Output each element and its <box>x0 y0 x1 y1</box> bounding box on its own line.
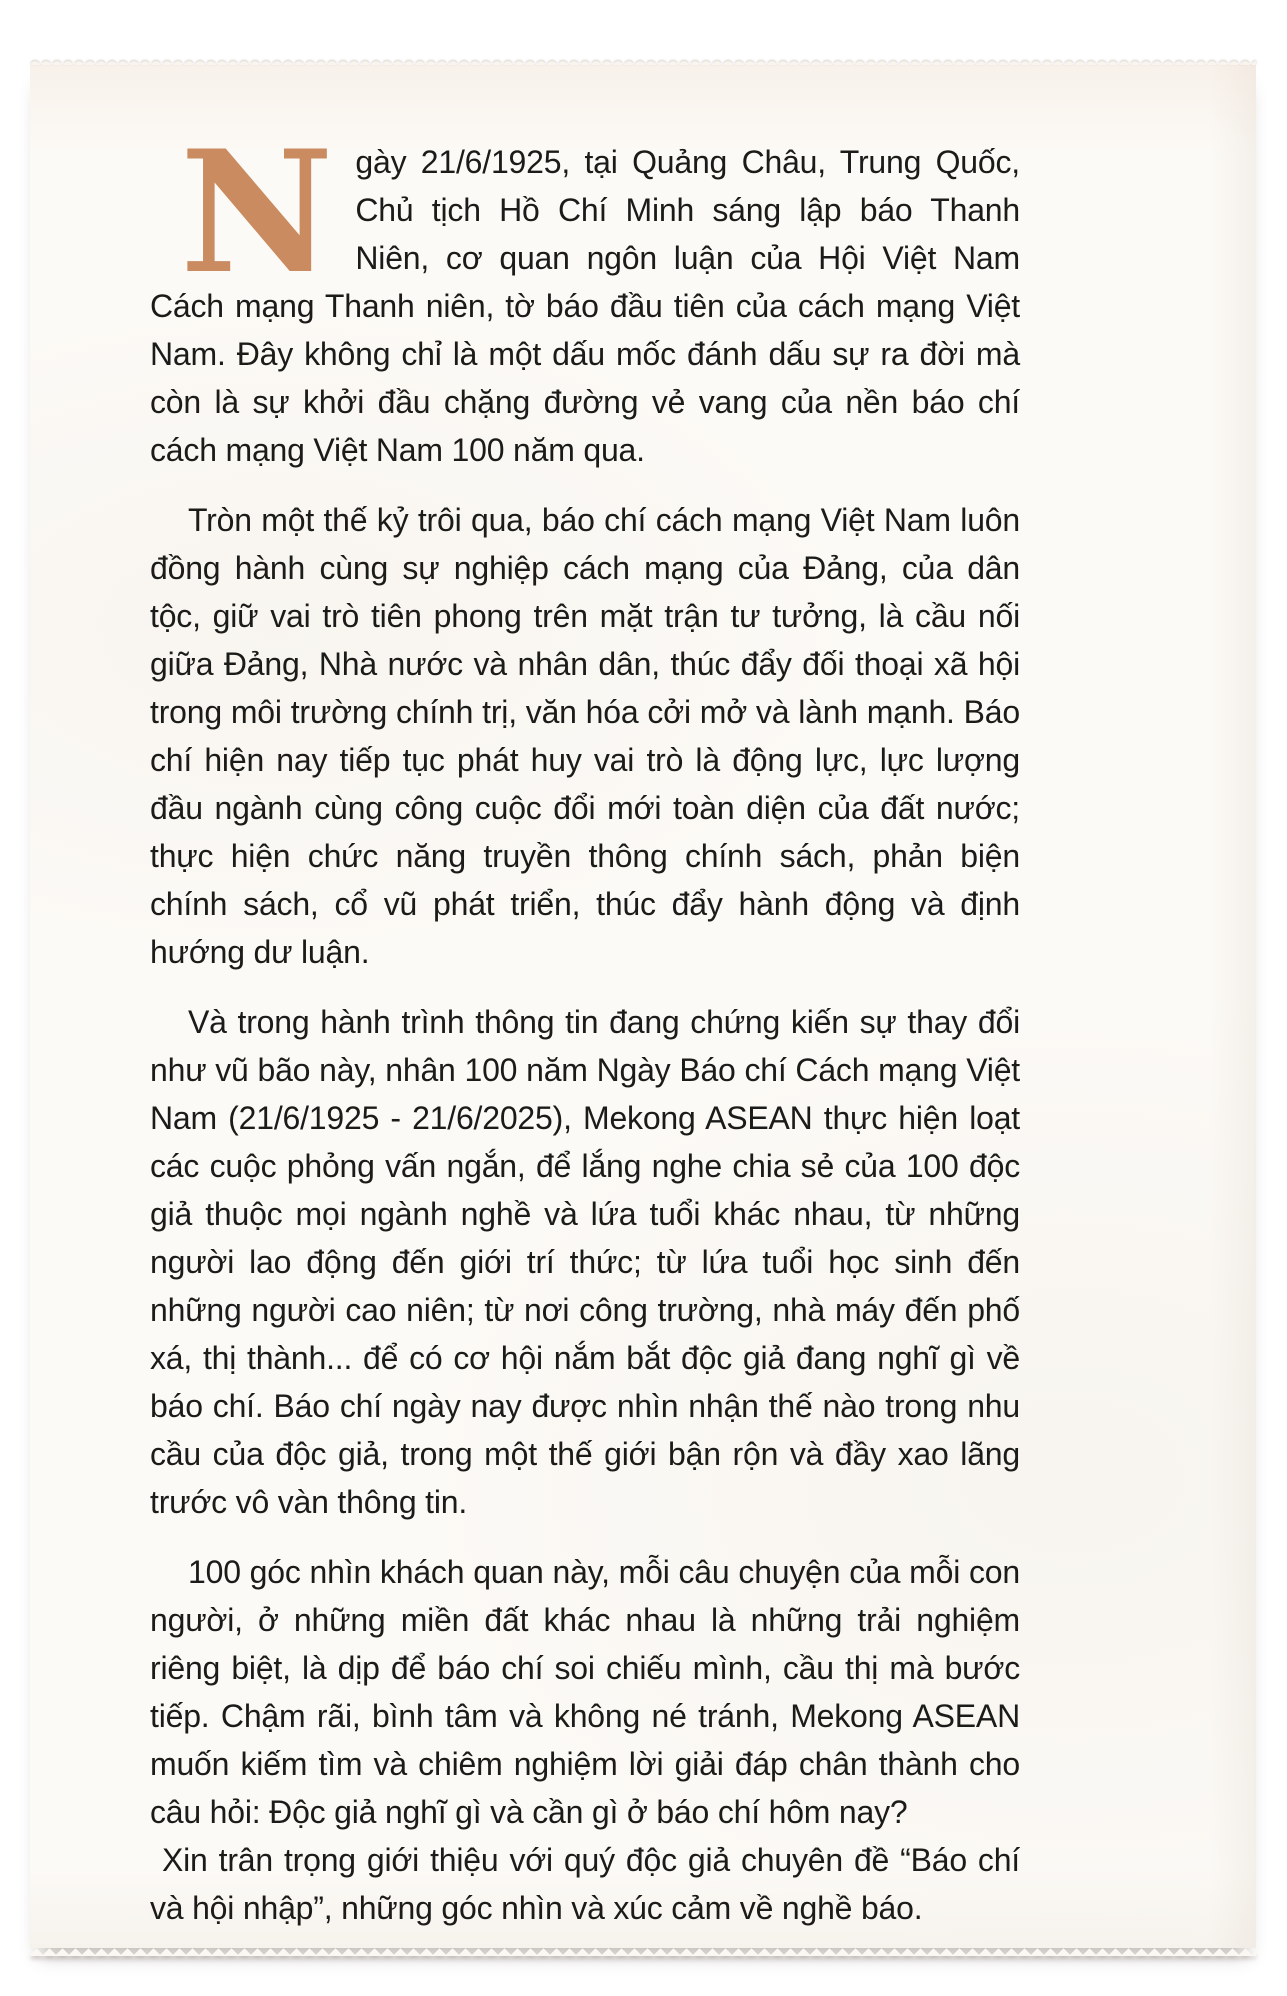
drop-cap-letter: N <box>180 113 334 311</box>
article-paragraph: Tròn một thế kỷ trôi qua, báo chí cách mạng Việt Nam luôn đồng hành cùng sự nghiệp cách mạng của Đảng, của dân tộc, giữ vai trò tiên phong trên mặt trận tư tưởng, là cầu nối giữa Đảng, Nhà nước và nhân dân, thúc đẩy đối thoại xã hội trong môi trường chính trị, văn hóa cởi mở và lành mạnh. Báo chí hiện nay tiếp tục phát huy vai trò là động lực, lực lượng đầu ngành cùng công cuộc đổi mới toàn diện của đất nước; thực hiện chức năng truyền thông chính sách, phản biện chính sách, cổ vũ phát triển, thúc đẩy hành động và định hướng dư luận. <box>150 502 1020 970</box>
article-paragraph: Xin trân trọng giới thiệu với quý độc giả chuyên đề “Báo chí và hội nhập”, những góc nhìn và xúc cảm về nghề báo. <box>150 1842 1020 1926</box>
article-body <box>30 64 1256 1932</box>
article-paragraph <box>150 113 1020 474</box>
paper-sheet <box>30 64 1256 1948</box>
article-paragraph: Và trong hành trình thông tin đang chứng kiến sự thay đổi như vũ bão này, nhân 100 năm Ngày Báo chí Cách mạng Việt Nam (21/6/1925 - 21/6/2025), Mekong ASEAN thực hiện loạt các cuộc phỏng vấn ngắn, để lắng nghe chia sẻ của 100 độc giả thuộc mọi ngành nghề và lứa tuổi khác nhau, từ những người lao động đến giới trí thức; từ lứa tuổi học sinh đến những người cao niên; từ nơi công trường, nhà máy đến phố xá, thị thành... để có cơ hội nắm bắt độc giả đang nghĩ gì về báo chí. Báo chí ngày nay được nhìn nhận thế nào trong nhu cầu của độc giả, trong một thế giới bận rộn và đầy xao lãng trước vô vàn thông tin. <box>150 1004 1020 1520</box>
article-paragraph: 100 góc nhìn khách quan này, mỗi câu chuyện của mỗi con người, ở những miền đất khác nhau là những trải nghiệm riêng biệt, là dịp để báo chí soi chiếu mình, cầu thị mà bước tiếp. Chậm rãi, bình tâm và không né tránh, Mekong ASEAN muốn kiếm tìm và chiêm nghiệm lời giải đáp chân thành cho câu hỏi: Độc giả nghĩ gì và cần gì ở báo chí hôm nay? <box>150 1554 1020 1830</box>
paragraph-text: gày 21/6/1925, tại Quảng Châu, Trung Quốc, Chủ tịch Hồ Chí Minh sáng lập báo Thanh Niên, cơ quan ngôn luận của Hội Việt Nam Cách mạng Thanh niên, tờ báo đầu tiên của cách mạng Việt Nam. Đây không chỉ là một dấu mốc đánh dấu sự ra đời mà còn là sự khởi đầu chặng đường vẻ vang của nền báo chí cách mạng Việt Nam 100 năm qua. <box>150 144 1020 468</box>
